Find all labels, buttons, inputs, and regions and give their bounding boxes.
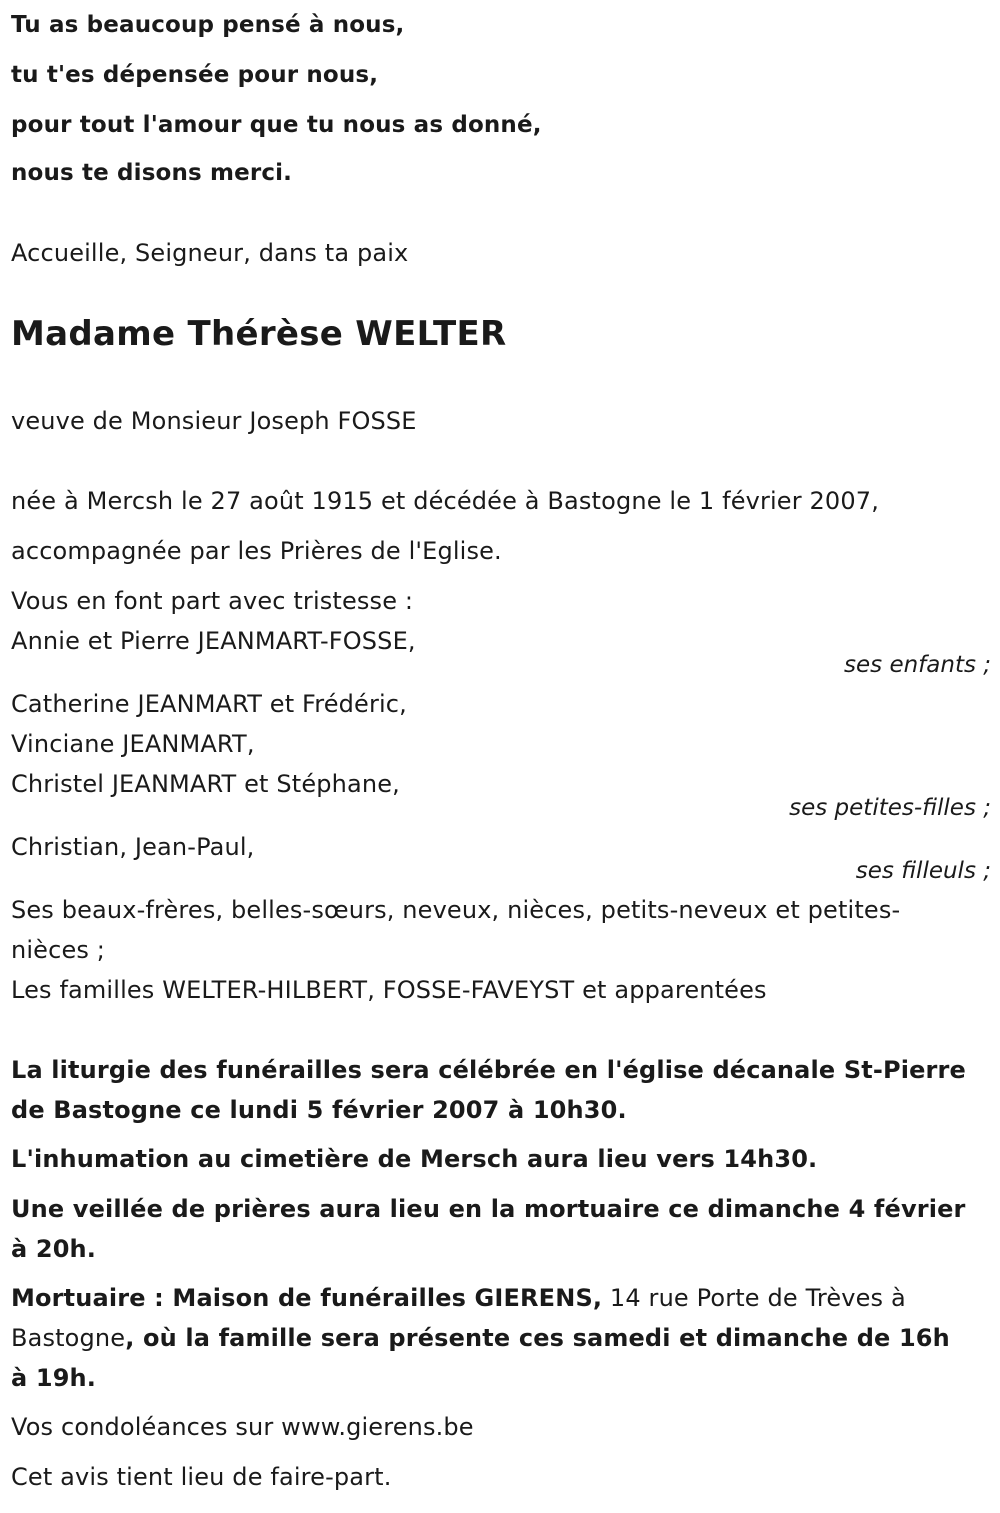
- condolences-line: Vos condoléances sur www.gierens.be: [11, 1413, 474, 1441]
- vigil-line-2: à 20h.: [11, 1235, 97, 1263]
- liturgy-line-1: La liturgie des funérailles sera célébrée en l'église décanale St-Pierre: [11, 1056, 966, 1084]
- godchildren-line: Christian, Jean-Paul,: [11, 833, 255, 861]
- accompanied-text: accompagnée par les Prières de l'Eglise.: [11, 537, 502, 565]
- birth-death-text: née à Mercsh le 27 août 1915 et décédée à Bastogne le 1 février 2007,: [11, 487, 879, 515]
- mortuary-line-1: [11, 1283, 906, 1313]
- poem-line-4: nous te disons merci.: [11, 160, 293, 186]
- liturgy-line-2: de Bastogne ce lundi 5 février 2007 à 10h30.: [11, 1096, 627, 1124]
- extended-family-line-2: nièces ;: [11, 936, 106, 964]
- mortuary-label: Mortuaire : Maison de funérailles GIERENS,: [11, 1284, 603, 1312]
- prayer-text: Accueille, Seigneur, dans ta paix: [11, 239, 409, 267]
- vigil-line-1: Une veillée de prières aura lieu en la mortuaire ce dimanche 4 février: [11, 1195, 966, 1223]
- granddaughter-line: Vinciane JEANMART,: [11, 730, 255, 758]
- deceased-name: Madame Thérèse WELTER: [11, 314, 507, 354]
- families-line: Les familles WELTER-HILBERT, FOSSE-FAVEYST et apparentées: [11, 976, 767, 1004]
- poem-line-2: tu t'es dépensée pour nous,: [11, 62, 379, 88]
- poem-line-3: pour tout l'amour que tu nous as donné,: [11, 112, 542, 138]
- granddaughter-line: Christel JEANMART et Stéphane,: [11, 770, 400, 798]
- mortuary-address: 14 rue Porte de Trèves à: [602, 1284, 906, 1312]
- granddaughters-role: ses petites-filles ;: [789, 795, 991, 821]
- notice-line: Cet avis tient lieu de faire-part.: [11, 1463, 392, 1491]
- children-role: ses enfants ;: [844, 652, 991, 678]
- widow-of-text: veuve de Monsieur Joseph FOSSE: [11, 407, 417, 435]
- extended-family-line-1: Ses beaux-frères, belles-sœurs, neveux, nièces, petits-neveux et petites-: [11, 896, 901, 924]
- family-intro: Vous en font part avec tristesse :: [11, 587, 414, 615]
- mortuary-line-2: [11, 1323, 950, 1353]
- granddaughter-line: Catherine JEANMART et Frédéric,: [11, 690, 407, 718]
- mortuary-city: Bastogne: [11, 1324, 126, 1352]
- poem-line-1: Tu as beaucoup pensé à nous,: [11, 12, 405, 38]
- mortuary-line-3: à 19h.: [11, 1364, 97, 1392]
- mortuary-presence: , où la famille sera présente ces samedi et dimanche de 16h: [125, 1324, 950, 1352]
- children-line: Annie et Pierre JEANMART-FOSSE,: [11, 627, 416, 655]
- burial-line: L'inhumation au cimetière de Mersch aura lieu vers 14h30.: [11, 1145, 818, 1173]
- godchildren-role: ses filleuls ;: [855, 858, 991, 884]
